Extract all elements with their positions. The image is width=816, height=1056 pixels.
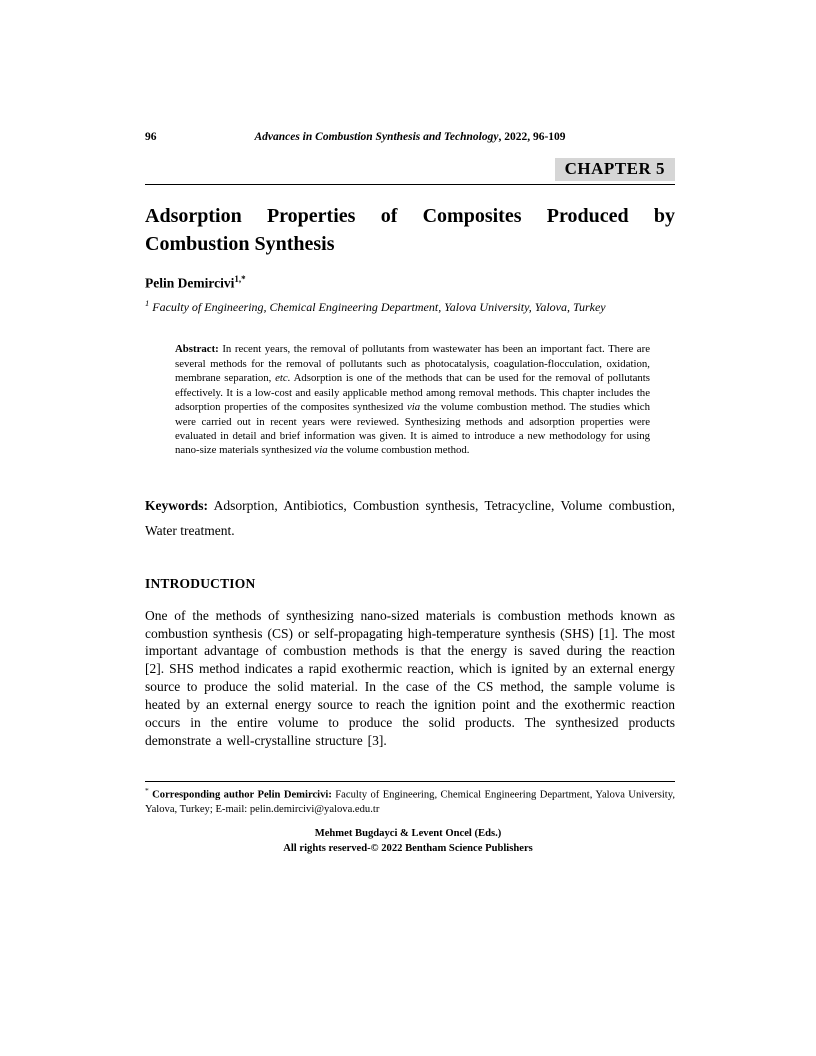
keywords — [145, 494, 675, 544]
journal-title: Advances in Combustion Synthesis and Technology — [254, 131, 499, 143]
introduction-paragraph: One of the methods of synthesizing nano-sized materials is combustion methods known as combustion synthesis (CS) or self-propagating high-temperature synthesis (SHS) [1]. The most important advantage of combustion methods is that the energy is saved during the reaction [2]. SHS method indicates a rapid exothermic reaction, which is ignited by an external energy source to produce the solid material. In the case of the CS method, the sample volume is heated by an external energy source to reach the ignition point and the exothermic reaction occurs in the entire volume to produce the solid products. The synthesized products demonstrate a well-crystalline structure [3]. — [145, 607, 675, 748]
page-footer — [0, 826, 816, 857]
journal-citation: , 2022, 96-109 — [498, 131, 566, 143]
abstract-text-4: the volume combustion method. — [327, 444, 470, 457]
footer-editors: Mehmet Bugdayci & Levent Oncel (Eds.) — [314, 828, 502, 839]
chapter-label: CHAPTER 5 — [555, 158, 675, 181]
keywords-text: Adsorption, Antibiotics, Combustion synthesis, Tetracycline, Volume combustion, Water treatment. — [145, 497, 675, 538]
author-line — [145, 274, 675, 292]
author-superscript: 1,* — [234, 273, 246, 284]
affiliation — [145, 298, 675, 315]
abstract-label: Abstract: — [175, 343, 219, 356]
abstract-text-3: the volume combustion method. The studies which were carried out in recent years were reviewed. Synthesizing methods and adsorption properties were evaluated in detail and brief information was given. It is aimed to introduce a new methodology for using nano-size materials synthesized — [175, 401, 650, 457]
footnote-text: Faculty of Engineering, Chemical Engineering Department, Yalova University, Yalova, Turkey; E-mail: pelin.demircivi@yalova.edu.tr — [145, 789, 675, 816]
running-title — [145, 131, 675, 143]
abstract-via-italic-1: via — [407, 401, 421, 414]
footnote-marker: * — [145, 786, 149, 795]
author-name: Pelin Demircivi — [145, 275, 235, 291]
running-header — [145, 131, 675, 146]
footnote-bold: Corresponding author Pelin Demircivi: — [148, 789, 332, 801]
abstract-text-1: In recent years, the removal of pollutants from wastewater has been an important fact. There are several methods for the removal of pollutants such as photocatalysis, coagulation-flocculation, oxidation, membrane separation, — [175, 343, 650, 385]
abstract — [175, 342, 650, 458]
page-number: 96 — [145, 131, 157, 143]
abstract-text-2: Adsorption is one of the methods that can be used for the removal of pollutants effectively. It is a low-cost and easily applicable method among removal methods. This chapter includes the adsorption properties of the composites synthesized — [175, 372, 650, 414]
abstract-via-italic-2: via — [314, 444, 328, 457]
footnote — [145, 781, 675, 818]
affiliation-text: Faculty of Engineering, Chemical Engineering Department, Yalova University, Yalova, Turkey — [149, 300, 606, 315]
abstract-etc-italic: etc. — [275, 372, 291, 385]
header-rule — [145, 184, 675, 185]
article-title: Adsorption Properties of Composites Produced by Combustion Synthesis — [145, 205, 675, 256]
footer-rights: All rights reserved-© 2022 Bentham Science Publishers — [283, 843, 533, 855]
page-content — [145, 131, 675, 749]
section-heading-introduction: INTRODUCTION — [145, 575, 256, 591]
chapter-row — [145, 158, 675, 181]
affiliation-superscript: 1 — [145, 298, 150, 309]
keywords-label: Keywords: — [145, 497, 208, 513]
